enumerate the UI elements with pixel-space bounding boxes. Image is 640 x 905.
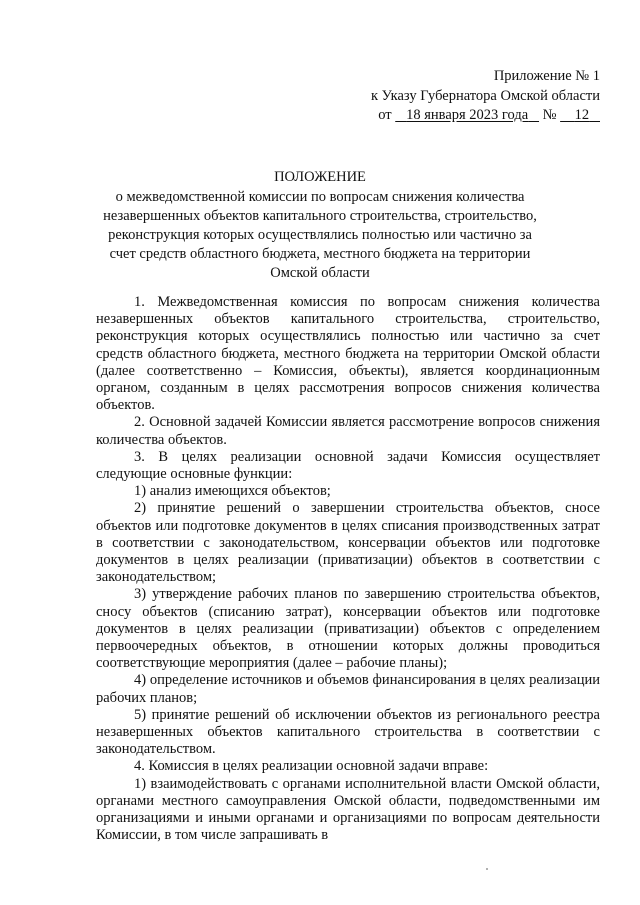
appendix-line1: Приложение № 1	[493, 68, 600, 84]
appendix-block	[280, 67, 600, 126]
paragraph-3-item-1: 1) анализ имеющихся объектов;	[134, 483, 331, 500]
paragraph-3: 3. В целях реализации основной задачи Комиссия осуществляет следующие основные функции:	[96, 448, 600, 483]
document-title: ПОЛОЖЕНИЕ	[274, 169, 366, 185]
document-heading	[96, 168, 544, 283]
paragraph-3-item-5: 5) принятие решений об исключении объектов из регионального реестра незавершенных объектов капитального строительства в соответствии с законодательством.	[96, 706, 600, 758]
appendix-line3	[280, 106, 600, 126]
appendix-line2: к Указу Губернатора Омской области	[370, 87, 600, 104]
paragraph-3-item-2: 2) принятие решений о завершении строительства объектов, сносе объектов или подготовке документов в целях списания производственных затрат в соответствии с законодательством, консервации объектов или подготовке документов в целях реализации (приватизации) объектов в соответствии с законодательством;	[96, 500, 600, 586]
number-label: №	[542, 107, 557, 123]
paragraph-4: 4. Комиссия в целях реализации основной задачи вправе:	[134, 758, 489, 775]
paragraph-4-item-1: 1) взаимодействовать с органами исполнительной власти Омской области, органами местного самоуправления Омской области, подведомственными им организациями и иными органами и организациями по вопросам деятельности Комиссии, в том числе запрашивать в	[96, 775, 600, 844]
from-label: от	[378, 107, 392, 123]
paragraph-1: 1. Межведомственная комиссия по вопросам снижения количества незавершенных объектов капитального строительства, строительство, реконструкция которых осуществлялись полностью или частично за счет средств областного бюджета, местного бюджета на территории Омской области (далее соответственно – Комиссия, объекты), является координационным органом, созданным в целях рассмотрения вопросов снижения количества объектов.	[96, 294, 600, 414]
document-body	[96, 294, 600, 845]
paragraph-3-item-3: 3) утверждение рабочих планов по завершению строительства объектов, сносу объектов (списанию затрат), консервации объектов или подготовке документов в целях реализации (приватизации) объектов с определением первоочередных объектов, в отношении которых должны проводиться соответствующие мероприятия (далее – рабочие планы);	[96, 586, 600, 672]
appendix-date: 18 января 2023 года	[406, 107, 529, 123]
scan-speck	[486, 868, 488, 870]
paragraph-2: 2. Основной задачей Комиссии является рассмотрение вопросов снижения количества объектов.	[96, 414, 600, 448]
document-subtitle: о межведомственной комиссии по вопросам снижения количества незавершенных объектов капитального строительства, строительство, реконструкция которых осуществлялись полностью или частично за счет средств областного бюджета, местного бюджета на территории Омской области	[103, 189, 537, 281]
paragraph-3-item-4: 4) определение источников и объемов финансирования в целях реализации рабочих планов;	[96, 672, 600, 706]
appendix-number: 12	[574, 107, 590, 123]
